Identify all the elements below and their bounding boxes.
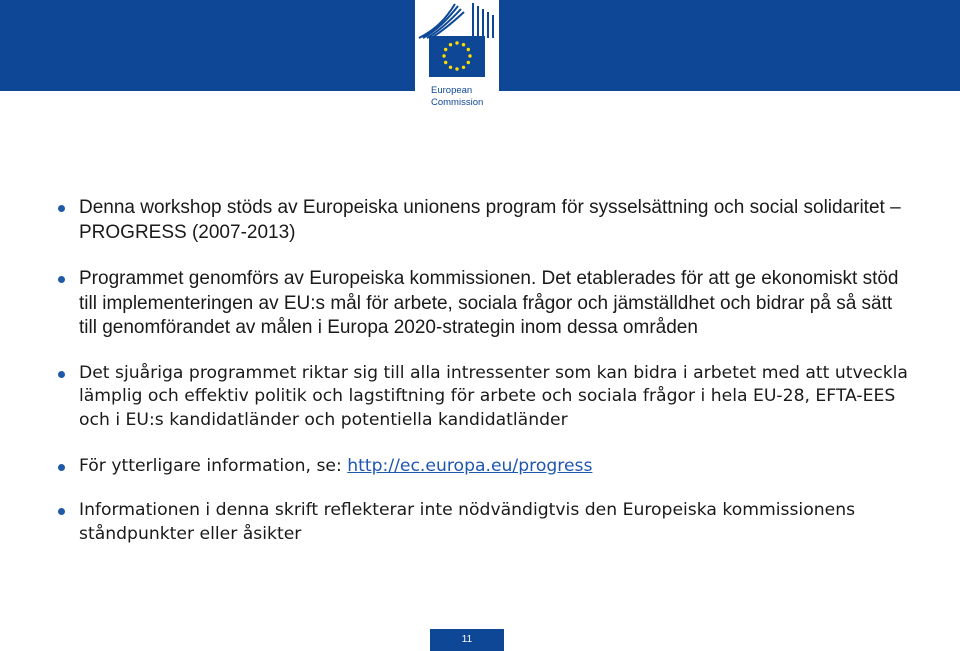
- bullet-item: [52, 362, 912, 433]
- page-number: 11: [430, 629, 504, 651]
- bullet-text: Programmet genomförs av Europeiska kommissionen. Det etablerades för att ge ekonomiskt stöd till implementeringen av EU:s mål för arbete, sociala frågor och jämställdhet och bidrar på så sätt till genomförandet av målen i Europa 2020-strategin inom dessa områden: [79, 268, 899, 338]
- logo-text-line2: Commission: [431, 97, 484, 108]
- bullet-text: Det sjuåriga programmet riktar sig till alla intressenter som kan bidra i arbetet med att utveckla lämplig och effektiv politik och lagstiftning för arbete och sociala frågor i hela EU-28, EFTA-EES och i EU:s kandidatländer och potentiella kandidatländer: [79, 362, 908, 430]
- bullet-item: [52, 196, 912, 245]
- bullet-dot-icon: [58, 508, 65, 515]
- progress-link[interactable]: http://ec.europa.eu/progress: [347, 455, 593, 476]
- bullet-list: [52, 196, 912, 547]
- bullet-text: Informationen i denna skrift reflekterar inte nödvändigtvis den Europeiska kommissionens ståndpunkter eller åsikter: [79, 500, 856, 545]
- european-commission-logo: [415, 0, 499, 116]
- bullet-item: [52, 455, 912, 479]
- bullet-text: Denna workshop stöds av Europeiska unionens program för sysselsättning och social solidaritet – PROGRESS (2007-2013): [79, 197, 901, 243]
- bullet-dot-icon: [58, 464, 65, 471]
- bullet-dot-icon: [58, 276, 65, 283]
- berlaymont-building-icon: [415, 0, 499, 116]
- bullet-text: För ytterligare information, se:: [79, 455, 348, 476]
- bullet-item: [52, 267, 912, 341]
- logo-text-line1: European: [431, 85, 473, 96]
- bullet-item: [52, 499, 912, 546]
- bullet-dot-icon: [58, 371, 65, 378]
- bullet-dot-icon: [58, 205, 65, 212]
